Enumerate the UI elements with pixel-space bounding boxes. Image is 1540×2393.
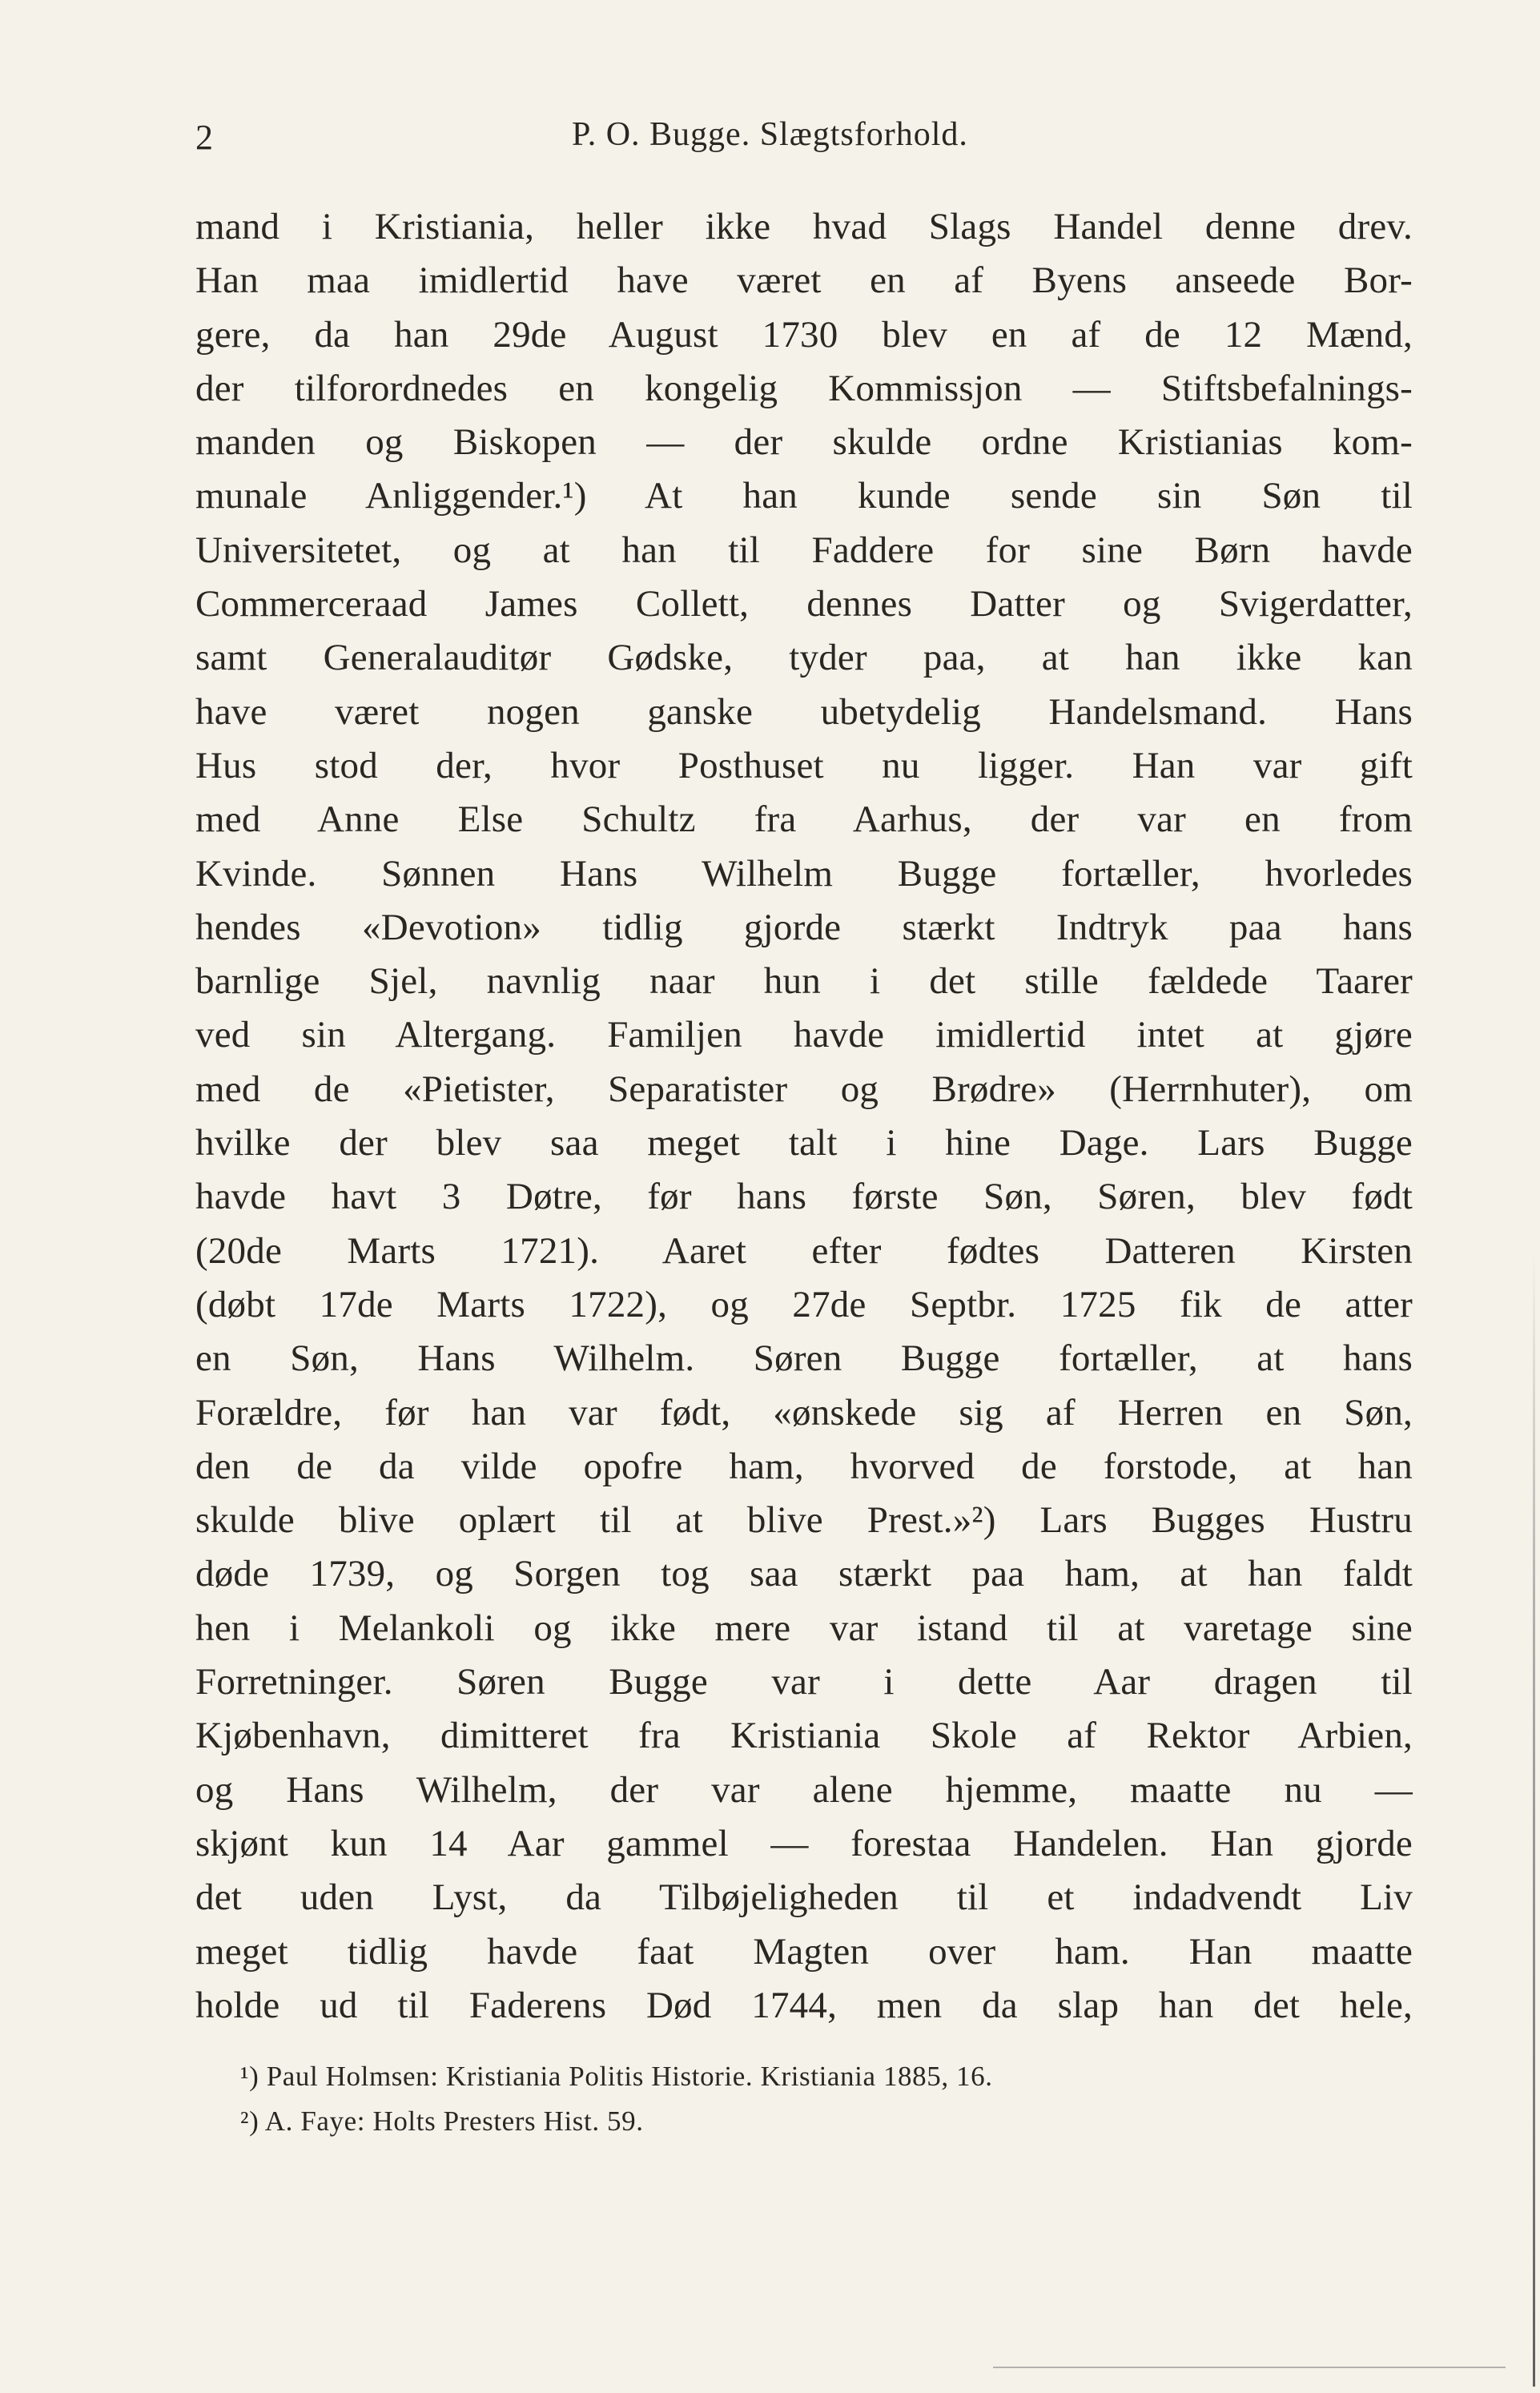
text-line: og Hans Wilhelm, der var alene hjemme, maatte nu — bbox=[195, 1768, 1413, 1811]
text-line: barnlige Sjel, navnlig naar hun i det stille fældede Taarer bbox=[195, 960, 1413, 1003]
text-line: døde 1739, og Sorgen tog saa stærkt paa ham, at han faldt bbox=[195, 1553, 1413, 1595]
text-line: den de da vilde opofre ham, hvorved de forstode, at han bbox=[195, 1445, 1413, 1487]
page-header bbox=[195, 111, 1413, 159]
text-line: mand i Kristiania, heller ikke hvad Slags Handel denne drev. bbox=[195, 206, 1413, 247]
text-line: med de «Pietister, Separatister og Brødre» (Herrnhuter), om bbox=[195, 1068, 1413, 1110]
text-line: havde havt 3 Døtre, før hans første Søn, Søren, blev født bbox=[195, 1176, 1413, 1218]
text-line: det uden Lyst, da Tilbøjeligheden til et indadvendt Liv bbox=[195, 1876, 1413, 1919]
text-line: (døbt 17de Marts 1722), og 27de Septbr. 1725 fik de atter bbox=[195, 1283, 1413, 1325]
text-line: Hus stod der, hvor Posthuset nu ligger. Han var gift bbox=[195, 744, 1413, 786]
page-number: 2 bbox=[195, 118, 213, 157]
text-line: der tilforordnedes en kongelig Kommissjon — Stiftsbefalnings- bbox=[195, 367, 1413, 409]
text-line: hvilke der blev saa meget talt i hine Dage. Lars Bugge bbox=[195, 1122, 1413, 1164]
text-line: munale Anliggender.¹) At han kunde sende sin Søn til bbox=[195, 475, 1413, 517]
text-line: have været nogen ganske ubetydelig Handelsmand. Hans bbox=[195, 690, 1413, 733]
text-line: Forældre, før han var født, «ønskede sig af Herren en Søn, bbox=[195, 1391, 1413, 1434]
text-line: Commerceraad James Collett, dennes Datter og Svigerdatter, bbox=[195, 583, 1413, 625]
footnotes bbox=[240, 2054, 1401, 2144]
text-line: holde ud til Faderens Død 1744, men da slap han det hele, bbox=[195, 1984, 1413, 2026]
text-line: Universitetet, og at han til Faddere for sine Børn havde bbox=[195, 529, 1413, 571]
page-edge-shadow bbox=[1533, 1249, 1535, 2387]
text-line: gere, da han 29de August 1730 blev en af de 12 Mænd, bbox=[195, 313, 1413, 356]
text-line: Han maa imidlertid have været en af Byens anseede Bor- bbox=[195, 259, 1413, 302]
text-line: meget tidlig havde faat Magten over ham. Han maatte bbox=[195, 1930, 1413, 1973]
text-line: hen i Melankoli og ikke mere var istand til at varetage sine bbox=[195, 1607, 1413, 1649]
text-line: Kvinde. Sønnen Hans Wilhelm Bugge fortæller, hvorledes bbox=[195, 852, 1413, 895]
text-line: en Søn, Hans Wilhelm. Søren Bugge fortæller, at hans bbox=[195, 1337, 1413, 1380]
text-line: ved sin Altergang. Familjen havde imidlertid intet at gjøre bbox=[195, 1014, 1413, 1056]
text-line: Kjøbenhavn, dimitteret fra Kristiania Skole af Rektor Arbien, bbox=[195, 1715, 1413, 1757]
text-line: (20de Marts 1721). Aaret efter fødtes Datteren Kirsten bbox=[195, 1229, 1413, 1272]
body-text bbox=[195, 200, 1413, 2033]
footnote: ²) A. Faye: Holts Presters Hist. 59. bbox=[240, 2105, 644, 2137]
text-line: med Anne Else Schultz fra Aarhus, der var en from bbox=[195, 798, 1413, 841]
running-head: P. O. Bugge. Slægtsforhold. bbox=[572, 116, 968, 153]
text-line: samt Generalauditør Gødske, tyder paa, at han ikke kan bbox=[195, 637, 1413, 679]
footnote: ¹) Paul Holmsen: Kristiania Politis Historie. Kristiania 1885, 16. bbox=[240, 2061, 993, 2092]
text-line: hendes «Devotion» tidlig gjorde stærkt Indtryk paa hans bbox=[195, 906, 1413, 948]
text-line: Forretninger. Søren Bugge var i dette Aar dragen til bbox=[195, 1661, 1413, 1703]
page-edge-mark bbox=[993, 2367, 1506, 2368]
text-line: manden og Biskopen — der skulde ordne Kristianias kom- bbox=[195, 421, 1413, 464]
text-line: skjønt kun 14 Aar gammel — forestaa Handelen. Han gjorde bbox=[195, 1822, 1413, 1864]
text-line: skulde blive oplært til at blive Prest.»²) Lars Bugges Hustru bbox=[195, 1499, 1413, 1542]
